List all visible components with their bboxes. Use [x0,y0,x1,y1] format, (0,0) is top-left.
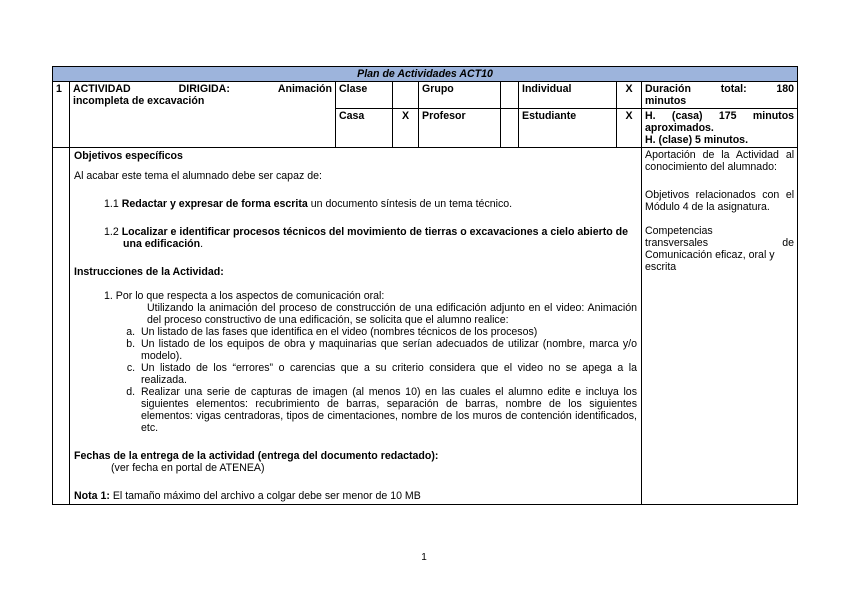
individual-label: Individual [519,82,617,109]
instructions-heading: Instrucciones de la Actividad: [74,266,224,278]
instruction-1-detail: Utilizando la animación del proceso de construcción de una edificación adjunto en el video: Animación del proceso constructivo de una edificación, se solicita que el alumno realice: [147,302,637,326]
page-number: 1 [421,552,427,563]
activity-word-2: DIRIGIDA: [178,83,230,95]
casa-label: Casa [336,109,393,148]
list-item: a. Un listado de las fases que identifica en el video (nombres técnicos de los procesos) [138,326,637,338]
side-objetivos: Objetivos relacionados con el Módulo 4 de la asignatura. [645,189,795,213]
activity-word-3: Animación [277,83,332,95]
activity-plan-table [52,66,798,505]
activity-word-1: ACTIVIDAD [73,83,131,95]
dates-note: (ver fecha en portal de ATENEA) [111,462,265,474]
duration-total [642,82,798,109]
estudiante-label: Estudiante [519,109,617,148]
side-notes [642,148,798,505]
grupo-mark [501,82,519,109]
duration-word-3: 180 [776,83,795,95]
objectives-heading: Objetivos específicos [74,150,183,162]
list-item: b. Un listado de los equipos de obra y maquinarias que serían adecuados de utilizar (nombre, marca y/o modelo). [138,338,637,362]
instruction-items [74,326,637,434]
activity-title [70,82,336,148]
side-competencias: Competencias transversales de Comunicación eficaz, oral y escrita [645,225,795,273]
objective-1: 1.1 Redactar y expresar de forma escrita un documento síntesis de un tema técnico. [104,198,513,210]
note-1: Nota 1: El tamaño máximo del archivo a colgar debe ser menor de 10 MB [74,490,421,502]
clase-mark [393,82,419,109]
casa-mark: X [393,109,419,148]
profesor-mark [501,109,519,148]
profesor-label: Profesor [419,109,501,148]
objective-2: 1.2 Localizar e identificar procesos técnicos del movimiento de tierras o excavaciones a cielo abierto de una edificación. [104,226,629,250]
plan-title: Plan de Actividades ACT10 [53,67,798,82]
duration-unit: minutos [645,95,687,107]
clase-label: Clase [336,82,393,109]
instruction-1: 1. Por lo que respecta a los aspectos de comunicación oral: [104,290,385,302]
estudiante-mark: X [617,109,642,148]
list-item: c. Un listado de los “errores” o carencias que a su criterio considera que el video no se apega a la realizada. [138,362,637,386]
individual-mark: X [617,82,642,109]
duration-word-1: Duración [645,83,691,95]
spacer-cell [53,148,70,505]
activity-title-line2: incompleta de excavación [73,95,205,107]
row-number: 1 [53,82,70,148]
objectives-intro: Al acabar este tema el alumnado debe ser capaz de: [74,170,322,182]
side-aportacion: Aportación de la Actividad al conocimiento del alumnado: [645,149,795,173]
duration-word-2: total: [720,83,747,95]
grupo-label: Grupo [419,82,501,109]
activity-body [70,148,642,505]
dates-heading: Fechas de la entrega de la actividad (entrega del documento redactado): [74,450,439,462]
hours-casa: H. (casa) 175 minutos aproximados. [645,110,795,134]
hours-clase: H. (clase) 5 minutos. [645,134,749,146]
list-item: d. Realizar una serie de capturas de imagen (al menos 10) en las cuales el alumno edite e incluya los siguientes elementos: recubrimiento de barras, separación de barras, nombre de los siguientes elementos: vigas centradoras, tipos de cimentaciones, nombre de los muros de contención identificados, etc. [138,386,637,434]
hours-breakdown [642,109,798,148]
